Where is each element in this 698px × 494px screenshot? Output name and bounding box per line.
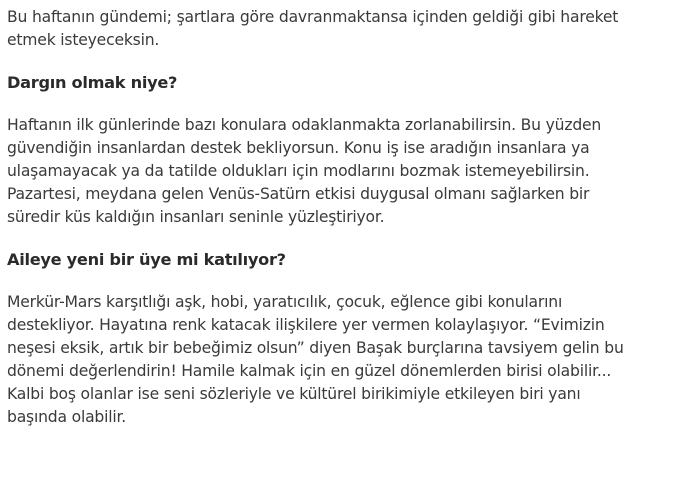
text-line: ulaşamayacak ya da tatilde oldukları için modlarını bozmak istemeyebilirsin. xyxy=(7,162,590,180)
section-heading-dargin: Dargın olmak niye? xyxy=(7,73,178,92)
text-line: başında olabilir. xyxy=(7,408,127,426)
text-line: destekliyor. Hayatına renk katacak ilişkilere yer vermen kolaylaşıyor. “Evimizin xyxy=(7,316,605,334)
text-line: Kalbi boş olanlar ise seni sözleriyle ve kültürel birikimiyle etkileyen biri yanı xyxy=(7,385,581,403)
intro-paragraph xyxy=(7,6,695,52)
article-body xyxy=(7,6,695,429)
text-line: dönemi değerlendirin! Hamile kalmak için en güzel dönemlerden birisi olabilir... xyxy=(7,362,612,380)
text-line: Bu haftanın gündemi; şartlara göre davranmaktansa içinden geldiği gibi hareket xyxy=(7,8,619,26)
text-line: Merkür-Mars karşıtlığı aşk, hobi, yaratıcılık, çocuk, eğlence gibi konularını xyxy=(7,293,563,311)
section-paragraph-dargin xyxy=(7,114,695,229)
text-line: etmek isteyeceksin. xyxy=(7,31,160,49)
text-line: Pazartesi, meydana gelen Venüs-Satürn etkisi duygusal olmanı sağlarken bir xyxy=(7,185,590,203)
text-line: güvendiğin insanlardan destek bekliyorsun. Konu iş ise aradığın insanlara ya xyxy=(7,139,590,157)
text-line: Haftanın ilk günlerinde bazı konulara odaklanmakta zorlanabilirsin. Bu yüzden xyxy=(7,116,602,134)
text-line: neşesi eksik, artık bir bebeğimiz olsun” diyen Başak burçlarına tavsiyem gelin bu xyxy=(7,339,624,357)
section-heading-aile: Aileye yeni bir üye mi katılıyor? xyxy=(7,250,286,269)
text-line: süredir küs kaldığın insanları seninle yüzleştiriyor. xyxy=(7,208,385,226)
section-paragraph-aile xyxy=(7,291,695,429)
